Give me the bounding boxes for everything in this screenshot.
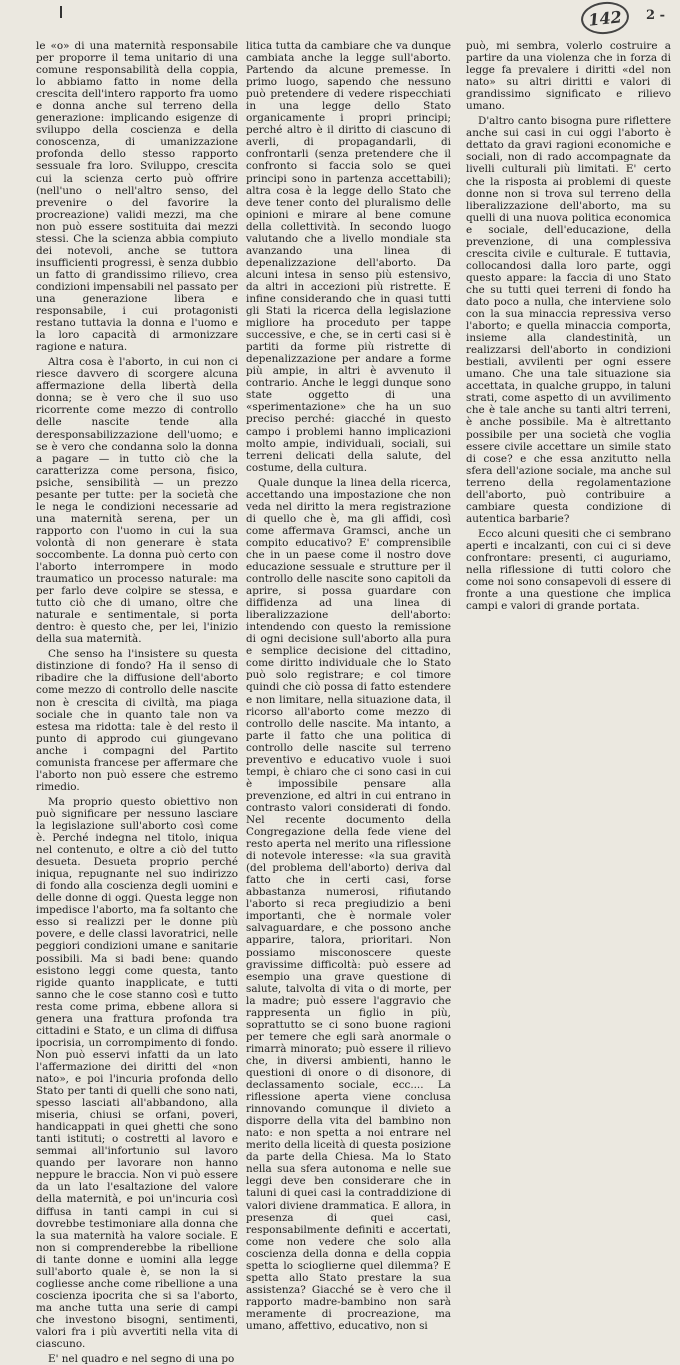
paragraph: Ma proprio questo obiettivo non può significare per nessuno lasciare la legislazione sull'aborto così come è. Perché indegna nel titolo, iniqua nel contenuto, e oltre a ciò del tutto desueta. Desueta proprio perché iniqua, repugnante nel suo indirizzo di fondo alla coscienza degli uomini e delle donne di oggi. Questa legge non impedisce l'aborto, ma fa soltanto che esso si realizzi per le donne più povere, e delle classi lavoratrici, nelle peggiori condizioni umane e sanitarie possibili. Ma si badi bene: quando esistono leggi come questa, tanto rigide quanto inapplicate, e tutti sanno che le cose stanno così e tutto resta come prima, ebbene allora si genera una frattura profonda tra cittadini e Stato, e un clima di diffusa ipocrisia, un corrompimento di fondo. Non può esservi infatti da un lato l'affermazione dei diritti del «non nato», e poi l'incuria profonda dello Stato per tanti di quelli che sono nati, spesso lasciati all'abbandono, alla miseria, chiusi se orfani, poveri, handicappati in quei ghetti che sono tanti istituti; o costretti al lavoro e semmai all'infortunio sul lavoro quando per lavorare non hanno neppure le braccia. Non vi può essere da un lato l'esaltazione del valore della maternità, e poi un'incuria così diffusa in tanti campi in cui si dovrebbe testimoniare alla donna che la sua maternità ha valore sociale. E non si comprenderebbe la ribellione di tante donne e uomini alla legge sull'aborto quale è, se non la si cogliesse anche come ribellione a una coscienza ipocrita che si sa l'aborto, ma anche tutta una serie di campi che investono bisogni, sentimenti, valori fra i più avvertiti nella vita di ciascuno. bbox=[36, 795, 238, 1351]
text-column-3 bbox=[466, 40, 671, 1070]
page-number: 2 - bbox=[646, 8, 665, 23]
archive-stamp: 142 bbox=[579, 0, 630, 36]
paragraph: Che senso ha l'insistere su questa distinzione di fondo? Ha il senso di ribadire che la diffusione dell'aborto come mezzo di controllo delle nascite non è crescita di civiltà, ma piaga sociale che in quanto tale non va estesa ma ridotta: tale è del resto il punto di approdo cui giungevano anche i compagni del Partito comunista francese per affermare che l'aborto non può essere che estremo rimedio. bbox=[36, 648, 238, 793]
paragraph: E' nel quadro e nel segno di una po bbox=[48, 1353, 235, 1365]
page-mark bbox=[60, 6, 62, 18]
paragraph: Quale dunque la linea della ricerca, accettando una impostazione che non veda nel diritto la mera registrazione di quello che è, ma gli affidi, così come affermava Gramsci, anche un compito educativo? E' comprensibile che in un paese come il nostro dove educazione sessuale e strutture per il controllo delle nascite sono capitoli da aprire, si possa guardare con diffidenza ad una linea di liberalizzazione dell'aborto: intendendo con questo la remissione di ogni decisione sull'aborto alla pura e semplice decisione del cittadino, come diritto individuale che lo Stato può solo registrare; e col timore quindi che ciò possa di fatto estendere e non limitare, nella situazione data, il ricorso all'aborto come mezzo di controllo delle nascite. Ma intanto, a parte il fatto che una politica di controllo delle nascite sul terreno preventivo e educativo vuole i suoi tempi, è chiaro che ci sono casi in cui è impossibile pensare alla prevenzione, ed altri in cui entrano in contrasto valori considerati di fondo. Nel recente documento della Congregazione della fede viene del resto aperta nel merito una riflessione di notevole interesse: «la sua gravità (del problema dell'aborto) deriva dal fatto che in certi casi, forse abbastanza numerosi, rifiutando l'aborto si reca pregiudizio a beni importanti, che è normale voler salvaguardare, e che possono anche apparire, talora, prioritari. Non possiamo misconoscere queste gravissime difficoltà: può essere ad esempio una grave questione di salute, talvolta di vita o di morte, per la madre; può essere l'aggravio che rappresenta un figlio in più, soprattutto se ci sono buone ragioni per temere che egli sarà anormale o rimarrà minorato; può essere il rilievo che, in diversi ambienti, hanno le questioni di onore o di disonore, di declassamento sociale, ecc.... La riflessione aperta viene conclusa rinnovando comunque il divieto a disporre della vita del bambino non nato: e non spetta a noi entrare nel merito della liceità di questa posizione da parte della Chiesa. Ma lo Stato nella sua sfera autonoma e nelle sue leggi deve ben considerare che in taluni di quei casi la contraddizione di valori diviene drammatica. E allora, in presenza di quei casi, responsabilmente definiti e accertati, come non vedere che solo alla coscienza della donna e della coppia spetta lo scioglierne quel dilemma? E spetta allo Stato prestare la sua assistenza? Giacché se è vero che il rapporto madre-bambino non sarà meramente di procreazione, ma umano, affettivo, educativo, non si bbox=[246, 476, 451, 1332]
paragraph: le «o» di una maternità responsabile per proporre il tema unitario di una comune responsabilità della coppia, lo abbiamo fatto in nome della crescita dell'intero rapporto fra uomo e donna anche sul terreno della generazione: implicando esigenze di sviluppo della coscienza e della conoscenza, di umanizzazione profonda dello stesso rapporto sessuale fra loro. Sviluppo, crescita cui la scienza certo può offrire (nell'uno o nell'altro senso, del prevenire o del favorire la procreazione) validi mezzi, ma che non può essere sostituita dai mezzi stessi. Che la scienza abbia compiuto dei notevoli, anche se tuttora insufficienti progressi, è senza dubbio un fatto di grandissimo rilievo, crea condizioni impensabili nel passato per una generazione libera e responsabile, i cui protagonisti restano tuttavia la donna e l'uomo e la loro capacità di armonizzare ragione e natura. bbox=[36, 40, 238, 354]
paragraph: può, mi sembra, volerlo costruire a partire da una violenza che in forza di legge fa prevalere i diritti «del non nato» su altri diritti e valori di grandissimo significato e rilievo umano. bbox=[466, 40, 671, 113]
paragraph: Altra cosa è l'aborto, in cui non ci riesce davvero di scorgere alcuna affermazione della libertà della donna; se è vero che il suo uso ricorrente come mezzo di controllo delle nascite tende alla deresponsabilizzazione dell'uomo; e se è vero che condanna solo la donna a pagare — in tutto ciò che la caratterizza come persona, fisico, psiche, sensibilità — un prezzo pesante per tutte: per la società che le nega le condizioni necessarie ad una maternità serena, per un rapporto con l'uomo in cui la sua volontà di non generare è stata soccombente. La donna può certo con l'aborto interrompere in modo traumatico un processo naturale: ma per farlo deve colpire se stessa, e tutto ciò che di umano, oltre che naturale e sentimentale, si porta dentro: è questo che, per lei, l'inizio della sua maternità. bbox=[36, 356, 238, 646]
text-column-1 bbox=[36, 40, 238, 1365]
text-column-2 bbox=[246, 40, 451, 1332]
paragraph: Ecco alcuni quesiti che ci sembrano aperti e incalzanti, con cui ci si deve confrontare: presenti, ci auguriamo, nella riflessione di tutti coloro che come noi sono consapevoli di essere di fronte a una questione che implica campi e valori di grande portata. bbox=[466, 527, 671, 613]
paragraph: litica tutta da cambiare che va dunque cambiata anche la legge sull'aborto. Partendo da alcune premesse. In primo luogo, sapendo che nessuno può pretendere di vedere rispecchiati in una legge dello Stato organicamente i propri principi; perché altro è il diritto di ciascuno di averli, di propagandarli, di confrontarli (senza pretendere che il confronto si faccia solo se quei principi sono in partenza accettabili); altra cosa è la legge dello Stato che deve tener conto del pluralismo delle opinioni e mirare al bene comune della collettività. In secondo luogo valutando che a livello mondiale sta avanzando una linea di depenalizzazione dell'aborto. Da alcuni intesa in senso più estensivo, da altri in accezioni più ristrette. E infine considerando che in quasi tutti gli Stati la ricerca della legislazione migliore ha proceduto per tappe successive, e che, se in certi casi si è partiti da forme più ristrette di depenalizzazione per andare a forme più ampie, in altri è avvenuto il contrario. Anche le leggi dunque sono state oggetto di una «sperimentazione» che ha un suo preciso perché: giacché in questo campo i problemi hanno implicazioni molto ampie, individuali, sociali, sui terreni delicati della salute, del costume, della cultura. bbox=[246, 40, 451, 474]
paragraph: D'altro canto bisogna pure riflettere anche sui casi in cui oggi l'aborto è dettato da gravi ragioni economiche e sociali, non di rado accompagnate da livelli culturali più limitati. E' certo che la risposta ai problemi di queste donne non si trova sul terreno della liberalizzazione dell'aborto, ma su quelli di una nuova politica economica e sociale, dell'educazione, della prevenzione, di una complessiva crescita civile e culturale. E tuttavia, collocandosi dalla loro parte, oggi questo appare: la faccia di uno Stato che su tutti quei terreni di fondo ha dato poco a nulla, che interviene solo con la sua minaccia repressiva verso l'aborto; e quella minaccia comporta, insieme alla clandestinità, un realizzarsi dell'aborto in condizioni bestiali, avvilenti per ogni essere umano. Che una tale situazione sia accettata, in qualche gruppo, in taluni strati, come aspetto di un avvilimento che è tale anche su tanti altri terreni, è anche possibile. Ma è altrettanto possibile per una società che voglia essere civile accettare un simile stato di cose? e che essa anzitutto nella sfera dell'azione sociale, ma anche sul terreno della regolamentazione dell'aborto, può contribuire a cambiare questa condizione di autentica barbarie? bbox=[466, 115, 671, 525]
